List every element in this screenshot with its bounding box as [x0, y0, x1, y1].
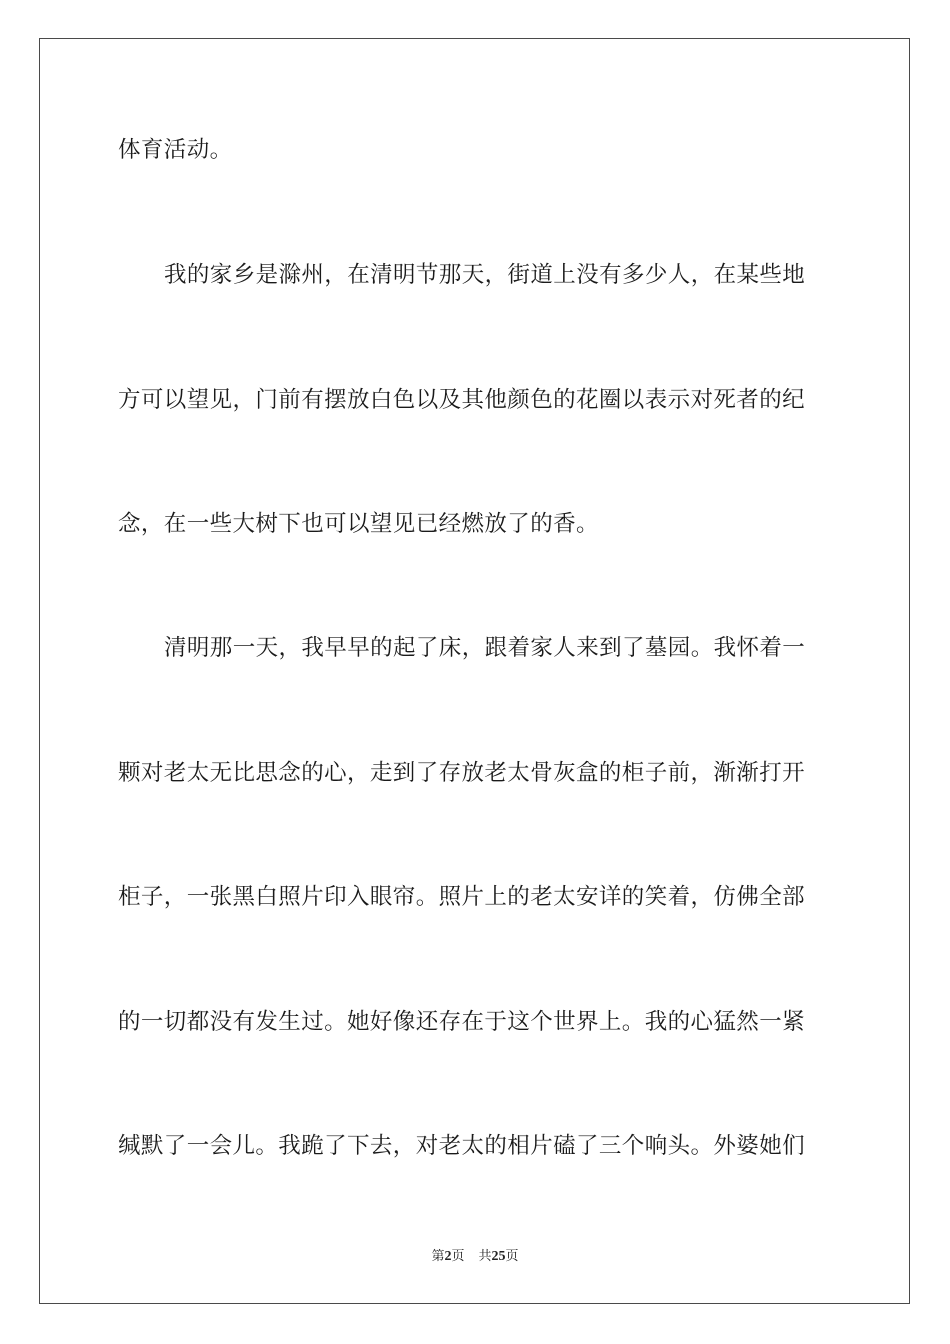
text-line: 方可以望见，门前有摆放白色以及其他颜色的花圈以表示对死者的纪 — [118, 387, 806, 413]
page-border — [39, 38, 910, 1304]
text-line: 念，在一些大树下也可以望见已经燃放了的香。 — [118, 511, 599, 537]
text-line: 的一切都没有发生过。她好像还存在于这个世界上。我的心猛然一紧 — [118, 1009, 806, 1035]
page-prefix: 第 — [431, 1249, 445, 1264]
paragraph-start-line: 清明那一天，我早早的起了床，跟着家人来到了墓园。我怀着一 — [164, 635, 806, 661]
text-line: 体育活动。 — [118, 137, 233, 163]
paragraph-start-line: 我的家乡是滁州，在清明节那天，街道上没有多少人，在某些地 — [164, 262, 806, 288]
text-line: 柜子，一张黑白照片印入眼帘。照片上的老太安详的笑着，仿佛全部 — [118, 884, 806, 910]
total-suffix: 页 — [505, 1249, 519, 1264]
text-line: 颗对老太无比思念的心，走到了存放老太骨灰盒的柜子前，渐渐打开 — [118, 760, 806, 786]
total-pages: 25 — [491, 1249, 506, 1264]
text-line: 缄默了一会儿。我跪了下去，对老太的相片磕了三个响头。外婆她们 — [118, 1133, 806, 1159]
page-footer — [0, 1248, 950, 1266]
total-prefix: 共 — [478, 1249, 492, 1264]
page-suffix: 页 — [451, 1249, 465, 1264]
page-number: 2 — [444, 1249, 452, 1264]
